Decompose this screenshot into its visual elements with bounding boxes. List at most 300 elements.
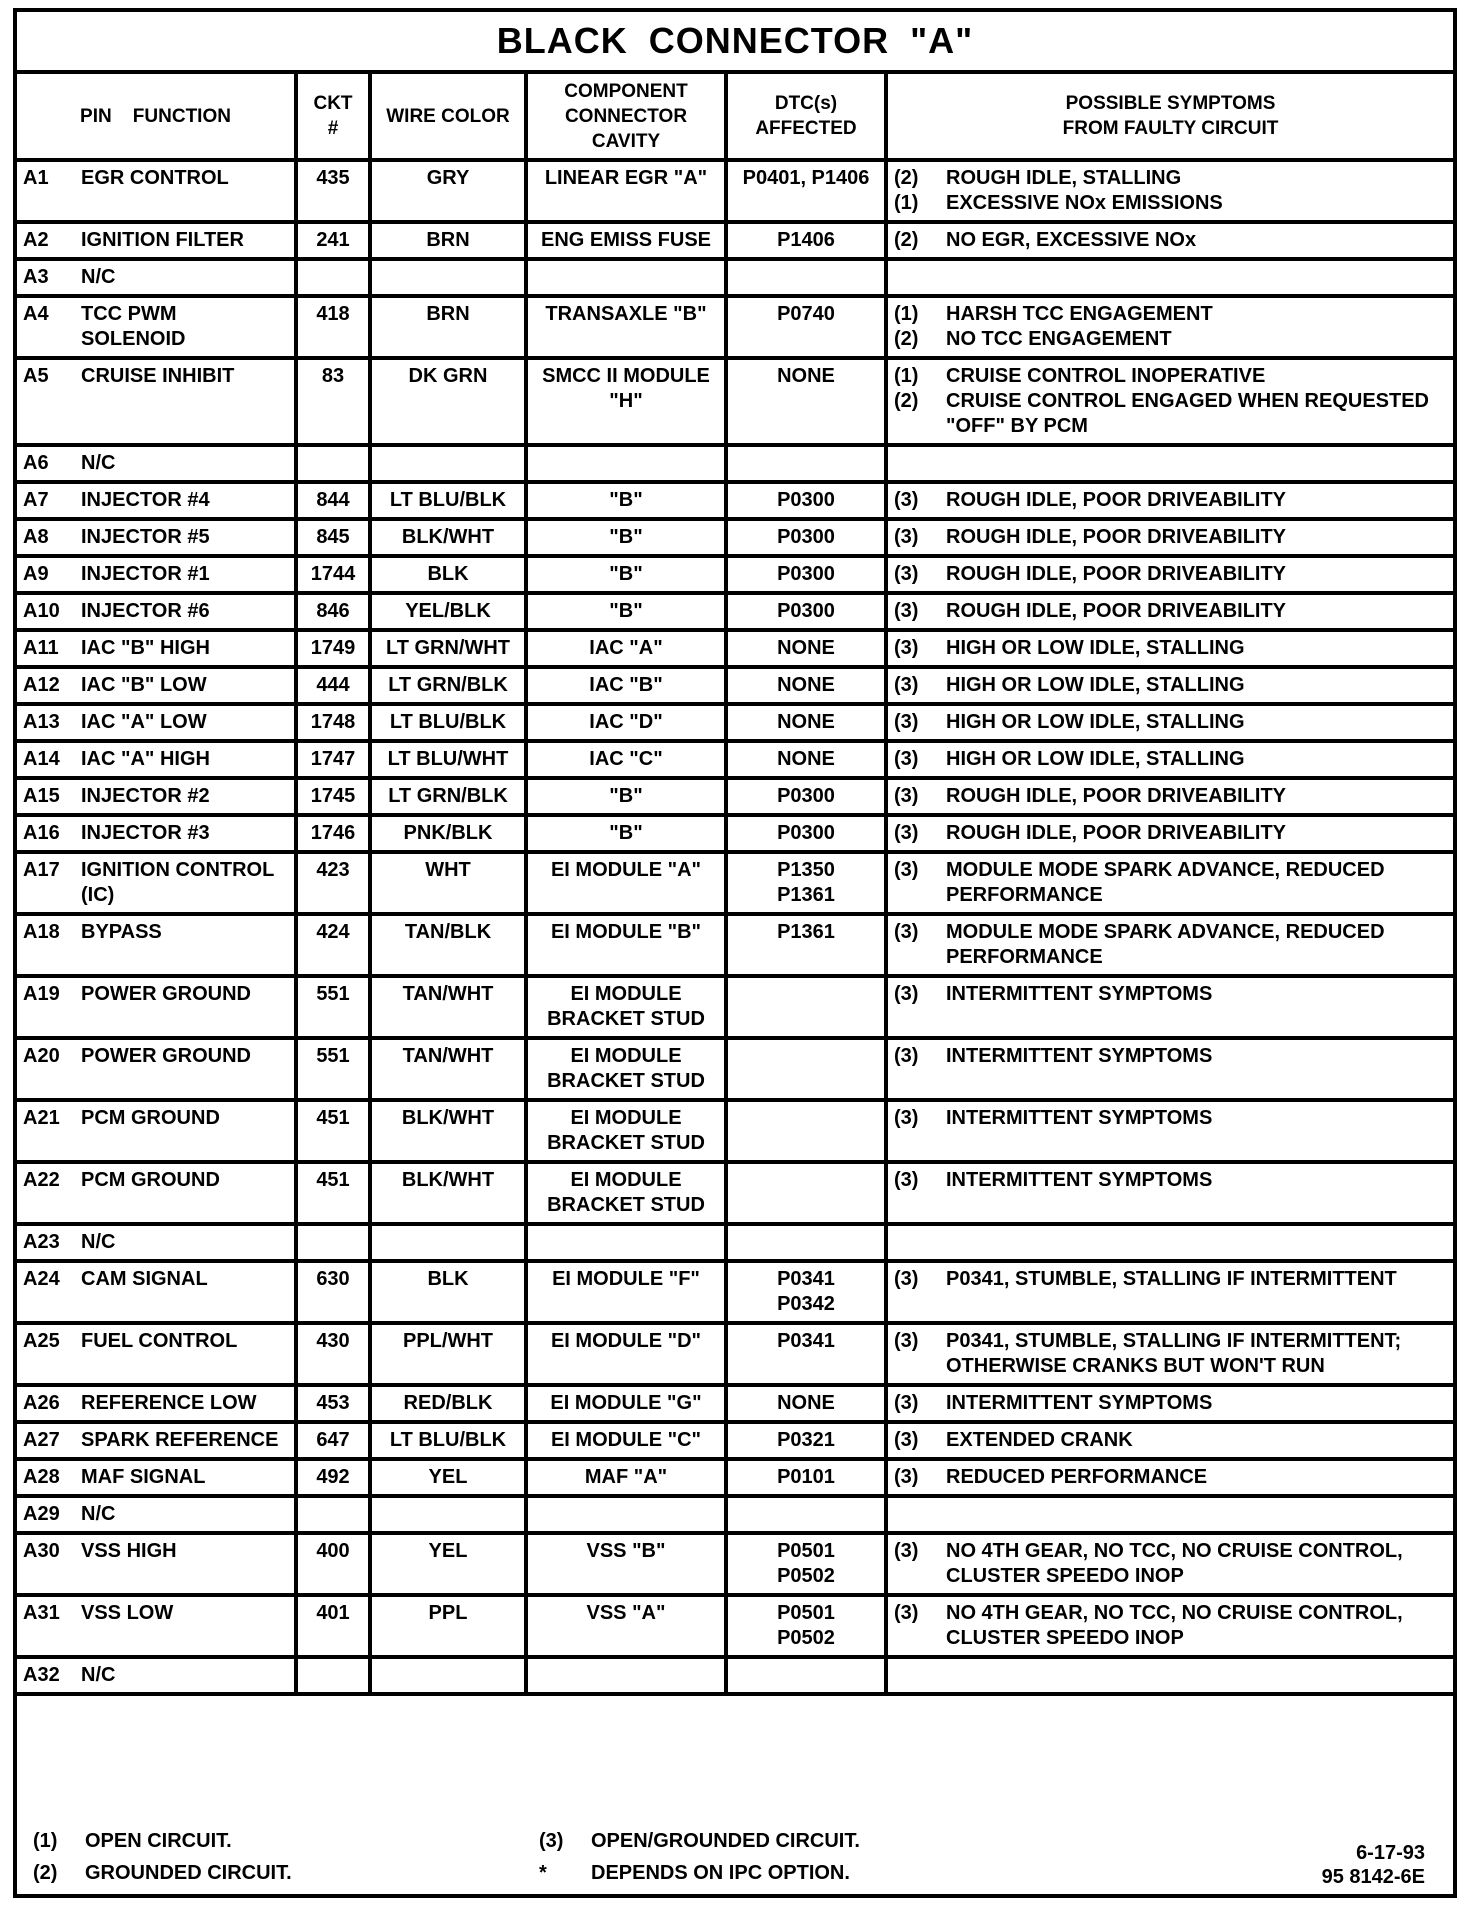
circuit-number: 424	[298, 916, 372, 978]
symptom-code: (1)	[894, 365, 919, 387]
pin-function-cell	[17, 1461, 298, 1498]
symptom-line	[894, 1428, 1447, 1453]
table-row	[17, 162, 1453, 224]
pin-function: EGR CONTROL	[81, 167, 229, 189]
component-cavity: EI MODULE BRACKET STUD	[528, 1102, 728, 1164]
circuit-number: 845	[298, 521, 372, 558]
circuit-number: 241	[298, 224, 372, 261]
table-row	[17, 447, 1453, 484]
symptom-code: (2)	[894, 390, 919, 412]
legend-item	[33, 1862, 292, 1885]
pin-function-cell	[17, 632, 298, 669]
pin-function: IAC "B" HIGH	[81, 637, 210, 659]
wire-color: BLK/WHT	[372, 521, 528, 558]
pin-number: A9	[23, 563, 49, 585]
pin-function-cell	[17, 1325, 298, 1387]
pin-function: REFERENCE LOW	[81, 1392, 257, 1414]
dtc-affected: P0740	[728, 298, 888, 360]
symptom-line	[894, 858, 1447, 908]
wire-color: LT GRN/BLK	[372, 669, 528, 706]
pin-number: A26	[23, 1392, 60, 1414]
symptom-code: (2)	[894, 229, 919, 251]
symptom-line	[894, 302, 1447, 327]
wire-color: PNK/BLK	[372, 817, 528, 854]
pin-function-cell	[17, 595, 298, 632]
component-cavity	[528, 1498, 728, 1535]
circuit-number: 430	[298, 1325, 372, 1387]
symptom-line	[894, 191, 1447, 216]
pin-function-cell	[17, 1597, 298, 1659]
pin-number: A29	[23, 1503, 60, 1525]
circuit-number: 1747	[298, 743, 372, 780]
dtc-affected	[728, 1226, 888, 1263]
symptoms-cell	[888, 558, 1453, 595]
symptoms-cell	[888, 632, 1453, 669]
symptom-code: (1)	[894, 303, 919, 325]
symptom-code: (3)	[894, 637, 919, 659]
dtc-affected	[728, 978, 888, 1040]
symptom-text: INTERMITTENT SYMPTOMS	[946, 1392, 1213, 1414]
symptom-text: ROUGH IDLE, POOR DRIVEABILITY	[946, 489, 1287, 511]
component-cavity: VSS "A"	[528, 1597, 728, 1659]
circuit-number: 444	[298, 669, 372, 706]
wire-color: GRY	[372, 162, 528, 224]
wire-color: BRN	[372, 298, 528, 360]
table-row	[17, 1387, 1453, 1424]
pin-number: A5	[23, 365, 49, 387]
pin-function-cell	[17, 1263, 298, 1325]
pin-function-cell	[17, 1535, 298, 1597]
component-cavity: EI MODULE "D"	[528, 1325, 728, 1387]
pin-function: PCM GROUND	[81, 1169, 220, 1191]
wire-color: LT GRN/BLK	[372, 780, 528, 817]
pin-number: A2	[23, 229, 49, 251]
symptom-code: (3)	[894, 489, 919, 511]
dtc-affected	[728, 447, 888, 484]
table-row	[17, 261, 1453, 298]
pin-function: N/C	[81, 452, 116, 474]
circuit-number: 844	[298, 484, 372, 521]
dtc-affected: P0501 P0502	[728, 1535, 888, 1597]
pin-number: A25	[23, 1330, 60, 1352]
wire-color	[372, 447, 528, 484]
component-cavity: ENG EMISS FUSE	[528, 224, 728, 261]
symptom-code: (3)	[894, 983, 919, 1005]
symptom-text: INTERMITTENT SYMPTOMS	[946, 1169, 1213, 1191]
wire-color	[372, 1498, 528, 1535]
symptom-line	[894, 920, 1447, 970]
wire-color: DK GRN	[372, 360, 528, 447]
component-cavity: IAC "A"	[528, 632, 728, 669]
symptom-code: (1)	[894, 192, 919, 214]
symptoms-cell	[888, 706, 1453, 743]
circuit-number: 451	[298, 1164, 372, 1226]
symptom-code: (3)	[894, 600, 919, 622]
dtc-affected	[728, 1102, 888, 1164]
symptom-line	[894, 1168, 1447, 1193]
wire-color: RED/BLK	[372, 1387, 528, 1424]
symptoms-cell	[888, 1461, 1453, 1498]
component-cavity: EI MODULE "G"	[528, 1387, 728, 1424]
component-cavity	[528, 1226, 728, 1263]
pin-number: A12	[23, 674, 60, 696]
table-row	[17, 632, 1453, 669]
component-cavity: "B"	[528, 780, 728, 817]
legend-code: (1)	[33, 1830, 58, 1852]
symptoms-cell	[888, 521, 1453, 558]
symptom-text: P0341, STUMBLE, STALLING IF INTERMITTENT	[946, 1268, 1397, 1290]
pin-number: A13	[23, 711, 60, 733]
pin-function: BYPASS	[81, 921, 162, 943]
pin-function: N/C	[81, 1231, 116, 1253]
symptom-text: ROUGH IDLE, POOR DRIVEABILITY	[946, 785, 1287, 807]
symptoms-cell	[888, 162, 1453, 224]
pinout-table	[17, 74, 1453, 1696]
component-cavity: VSS "B"	[528, 1535, 728, 1597]
component-cavity: "B"	[528, 817, 728, 854]
circuit-number: 647	[298, 1424, 372, 1461]
symptom-code: (3)	[894, 1429, 919, 1451]
circuit-number: 400	[298, 1535, 372, 1597]
dtc-affected: P0300	[728, 484, 888, 521]
dtc-affected: NONE	[728, 1387, 888, 1424]
dtc-affected: P0300	[728, 558, 888, 595]
dtc-affected: P0401, P1406	[728, 162, 888, 224]
circuit-number: 492	[298, 1461, 372, 1498]
pin-number: A8	[23, 526, 49, 548]
symptom-line	[894, 228, 1447, 253]
symptom-line	[894, 784, 1447, 809]
component-cavity: IAC "B"	[528, 669, 728, 706]
symptoms-cell	[888, 224, 1453, 261]
table-row	[17, 706, 1453, 743]
symptom-text: REDUCED PERFORMANCE	[946, 1466, 1208, 1488]
pin-function-cell	[17, 817, 298, 854]
table-row	[17, 558, 1453, 595]
pin-number: A31	[23, 1602, 60, 1624]
wire-color: LT BLU/BLK	[372, 706, 528, 743]
pin-function: INJECTOR #5	[81, 526, 210, 548]
dtc-affected	[728, 1040, 888, 1102]
symptom-code: (3)	[894, 1466, 919, 1488]
pin-function-cell	[17, 669, 298, 706]
wire-color: LT GRN/WHT	[372, 632, 528, 669]
component-cavity: "B"	[528, 484, 728, 521]
pin-function-cell	[17, 743, 298, 780]
pin-function: IAC "A" LOW	[81, 711, 207, 733]
wire-color: LT BLU/WHT	[372, 743, 528, 780]
dtc-affected: P1361	[728, 916, 888, 978]
symptoms-cell	[888, 360, 1453, 447]
wire-color	[372, 261, 528, 298]
symptom-code: (3)	[894, 1268, 919, 1290]
symptoms-cell	[888, 1263, 1453, 1325]
symptoms-cell	[888, 780, 1453, 817]
symptom-code: (3)	[894, 859, 919, 881]
legend-code: (3)	[539, 1830, 564, 1852]
pin-function: INJECTOR #1	[81, 563, 210, 585]
pin-function-cell	[17, 224, 298, 261]
dtc-affected: P0300	[728, 817, 888, 854]
circuit-number	[298, 1498, 372, 1535]
table-row	[17, 1263, 1453, 1325]
pin-function: N/C	[81, 1664, 116, 1686]
table-row	[17, 1535, 1453, 1597]
table-row	[17, 1461, 1453, 1498]
component-cavity: EI MODULE "F"	[528, 1263, 728, 1325]
component-cavity: EI MODULE BRACKET STUD	[528, 1040, 728, 1102]
pin-number: A4	[23, 303, 49, 325]
pin-function: FUEL CONTROL	[81, 1330, 238, 1352]
circuit-number	[298, 1226, 372, 1263]
table-row	[17, 1164, 1453, 1226]
legend-text: GROUNDED CIRCUIT.	[85, 1862, 292, 1884]
table-row	[17, 978, 1453, 1040]
table-row	[17, 1659, 1453, 1696]
circuit-number: 453	[298, 1387, 372, 1424]
component-cavity: EI MODULE BRACKET STUD	[528, 978, 728, 1040]
legend-item	[539, 1862, 850, 1885]
pin-number: A15	[23, 785, 60, 807]
component-cavity	[528, 1659, 728, 1696]
table-row	[17, 854, 1453, 916]
symptom-line	[894, 636, 1447, 661]
pin-number: A1	[23, 167, 49, 189]
symptom-code: (2)	[894, 328, 919, 350]
table-row	[17, 1102, 1453, 1164]
circuit-number: 418	[298, 298, 372, 360]
symptom-line	[894, 1329, 1447, 1379]
symptom-code: (2)	[894, 167, 919, 189]
symptom-text: HIGH OR LOW IDLE, STALLING	[946, 637, 1245, 659]
symptoms-cell	[888, 743, 1453, 780]
footer	[17, 1738, 1453, 1894]
dtc-affected	[728, 261, 888, 298]
circuit-number: 846	[298, 595, 372, 632]
dtc-affected: P0300	[728, 595, 888, 632]
component-cavity: EI MODULE "A"	[528, 854, 728, 916]
symptom-code: (3)	[894, 563, 919, 585]
pin-number: A20	[23, 1045, 60, 1067]
pin-function-cell	[17, 1102, 298, 1164]
pin-function: N/C	[81, 1503, 116, 1525]
wire-color: TAN/WHT	[372, 1040, 528, 1102]
pin-function: PCM GROUND	[81, 1107, 220, 1129]
circuit-number	[298, 1659, 372, 1696]
pin-function-cell	[17, 521, 298, 558]
circuit-number	[298, 447, 372, 484]
pin-function: VSS HIGH	[81, 1540, 177, 1562]
wire-color: BLK/WHT	[372, 1102, 528, 1164]
symptom-line	[894, 364, 1447, 389]
dtc-affected: P0321	[728, 1424, 888, 1461]
legend-code: (2)	[33, 1862, 58, 1884]
wire-color: LT BLU/BLK	[372, 484, 528, 521]
circuit-number: 551	[298, 978, 372, 1040]
dtc-affected: P0300	[728, 780, 888, 817]
pin-function-cell	[17, 484, 298, 521]
symptom-text: P0341, STUMBLE, STALLING IF INTERMITTENT; OTHERWISE CRANKS BUT WON'T RUN	[946, 1330, 1402, 1377]
table-row	[17, 595, 1453, 632]
wire-color	[372, 1659, 528, 1696]
symptom-line	[894, 1465, 1447, 1490]
circuit-number: 451	[298, 1102, 372, 1164]
table-row	[17, 298, 1453, 360]
symptoms-cell	[888, 1535, 1453, 1597]
wire-color: YEL/BLK	[372, 595, 528, 632]
symptoms-cell	[888, 916, 1453, 978]
title-bar	[17, 12, 1453, 74]
symptoms-cell	[888, 1597, 1453, 1659]
pin-function-cell	[17, 854, 298, 916]
pin-function: N/C	[81, 266, 116, 288]
symptom-code: (3)	[894, 822, 919, 844]
pin-number: A18	[23, 921, 60, 943]
symptoms-cell	[888, 484, 1453, 521]
pin-function: VSS LOW	[81, 1602, 174, 1624]
table-row	[17, 669, 1453, 706]
symptoms-cell	[888, 261, 1453, 298]
symptom-line	[894, 710, 1447, 735]
pin-number: A16	[23, 822, 60, 844]
pin-number: A30	[23, 1540, 60, 1562]
pin-function-cell	[17, 162, 298, 224]
dtc-affected: P0101	[728, 1461, 888, 1498]
table-row	[17, 521, 1453, 558]
symptom-text: MODULE MODE SPARK ADVANCE, REDUCED PERFORMANCE	[946, 859, 1385, 906]
pin-number: A22	[23, 1169, 60, 1191]
symptom-text: CRUISE CONTROL ENGAGED WHEN REQUESTED "OFF" BY PCM	[946, 390, 1429, 437]
legend-text: OPEN CIRCUIT.	[85, 1830, 232, 1852]
pin-function-cell	[17, 298, 298, 360]
component-cavity: "B"	[528, 595, 728, 632]
symptom-code: (3)	[894, 1169, 919, 1191]
component-cavity: TRANSAXLE "B"	[528, 298, 728, 360]
pin-function-cell	[17, 780, 298, 817]
wire-color: BLK	[372, 558, 528, 595]
symptom-text: NO TCC ENGAGEMENT	[946, 328, 1172, 350]
pin-number: A32	[23, 1664, 60, 1686]
page-title: BLACK CONNECTOR "A"	[496, 20, 974, 61]
table-row	[17, 1597, 1453, 1659]
dtc-affected: NONE	[728, 669, 888, 706]
document-date: 6-17-93	[1356, 1842, 1425, 1864]
pin-number: A19	[23, 983, 60, 1005]
wire-color: TAN/BLK	[372, 916, 528, 978]
symptom-line	[894, 1391, 1447, 1416]
symptom-line	[894, 673, 1447, 698]
symptom-text: HARSH TCC ENGAGEMENT	[946, 303, 1213, 325]
pin-function: CAM SIGNAL	[81, 1268, 208, 1290]
symptoms-cell	[888, 1498, 1453, 1535]
symptom-line	[894, 1601, 1447, 1651]
table-row	[17, 1424, 1453, 1461]
dtc-affected	[728, 1164, 888, 1226]
symptom-text: CRUISE CONTROL INOPERATIVE	[946, 365, 1266, 387]
table-row	[17, 1226, 1453, 1263]
symptoms-cell	[888, 1164, 1453, 1226]
component-cavity: LINEAR EGR "A"	[528, 162, 728, 224]
legend-text: DEPENDS ON IPC OPTION.	[591, 1862, 850, 1884]
component-cavity: "B"	[528, 558, 728, 595]
legend-item	[539, 1830, 860, 1853]
component-cavity: EI MODULE "B"	[528, 916, 728, 978]
symptom-code: (3)	[894, 1540, 919, 1562]
component-cavity: IAC "D"	[528, 706, 728, 743]
dtc-affected: P0341 P0342	[728, 1263, 888, 1325]
table-row	[17, 817, 1453, 854]
dtc-affected: NONE	[728, 360, 888, 447]
pin-function-cell	[17, 1226, 298, 1263]
connector-sheet	[13, 8, 1457, 1898]
symptoms-cell	[888, 595, 1453, 632]
dtc-affected: P1350 P1361	[728, 854, 888, 916]
wire-color: YEL	[372, 1461, 528, 1498]
symptom-text: INTERMITTENT SYMPTOMS	[946, 1107, 1213, 1129]
pin-number: A14	[23, 748, 60, 770]
wire-color: BRN	[372, 224, 528, 261]
pin-function-cell	[17, 1659, 298, 1696]
component-cavity: "B"	[528, 521, 728, 558]
pin-number: A6	[23, 452, 49, 474]
symptoms-cell	[888, 1040, 1453, 1102]
symptom-code: (3)	[894, 785, 919, 807]
wire-color: PPL/WHT	[372, 1325, 528, 1387]
dtc-affected: P1406	[728, 224, 888, 261]
symptom-code: (3)	[894, 1602, 919, 1624]
header-pin-function: PIN FUNCTION	[17, 74, 298, 162]
symptom-text: EXTENDED CRANK	[946, 1429, 1133, 1451]
symptom-line	[894, 747, 1447, 772]
symptom-text: NO 4TH GEAR, NO TCC, NO CRUISE CONTROL, CLUSTER SPEEDO INOP	[946, 1602, 1403, 1649]
symptom-text: ROUGH IDLE, STALLING	[946, 167, 1182, 189]
table-row	[17, 1498, 1453, 1535]
pin-function: IGNITION FILTER	[81, 229, 244, 251]
wire-color: TAN/WHT	[372, 978, 528, 1040]
pin-function-cell	[17, 447, 298, 484]
dtc-affected: NONE	[728, 706, 888, 743]
table-row	[17, 1325, 1453, 1387]
wire-color: LT BLU/BLK	[372, 1424, 528, 1461]
pin-function: POWER GROUND	[81, 1045, 251, 1067]
pin-function-cell	[17, 1498, 298, 1535]
symptoms-cell	[888, 1424, 1453, 1461]
symptom-text: HIGH OR LOW IDLE, STALLING	[946, 711, 1245, 733]
symptoms-cell	[888, 447, 1453, 484]
header-wire-color: WIRE COLOR	[372, 74, 528, 162]
wire-color: BLK/WHT	[372, 1164, 528, 1226]
header-component-cavity: COMPONENT CONNECTOR CAVITY	[528, 74, 728, 162]
pin-function-cell	[17, 1387, 298, 1424]
circuit-number: 551	[298, 1040, 372, 1102]
component-cavity: EI MODULE BRACKET STUD	[528, 1164, 728, 1226]
symptom-code: (3)	[894, 711, 919, 733]
pin-function: TCC PWM SOLENOID	[81, 303, 186, 350]
pin-number: A11	[23, 637, 59, 659]
symptom-line	[894, 1044, 1447, 1069]
symptom-code: (3)	[894, 674, 919, 696]
header-dtc: DTC(s) AFFECTED	[728, 74, 888, 162]
pin-function: CRUISE INHIBIT	[81, 365, 235, 387]
symptom-line	[894, 488, 1447, 513]
symptom-code: (3)	[894, 1392, 919, 1414]
pin-number: A23	[23, 1231, 60, 1253]
pin-function: INJECTOR #4	[81, 489, 210, 511]
symptom-code: (3)	[894, 748, 919, 770]
component-cavity: EI MODULE "C"	[528, 1424, 728, 1461]
dtc-affected: P0341	[728, 1325, 888, 1387]
pin-function: INJECTOR #3	[81, 822, 210, 844]
